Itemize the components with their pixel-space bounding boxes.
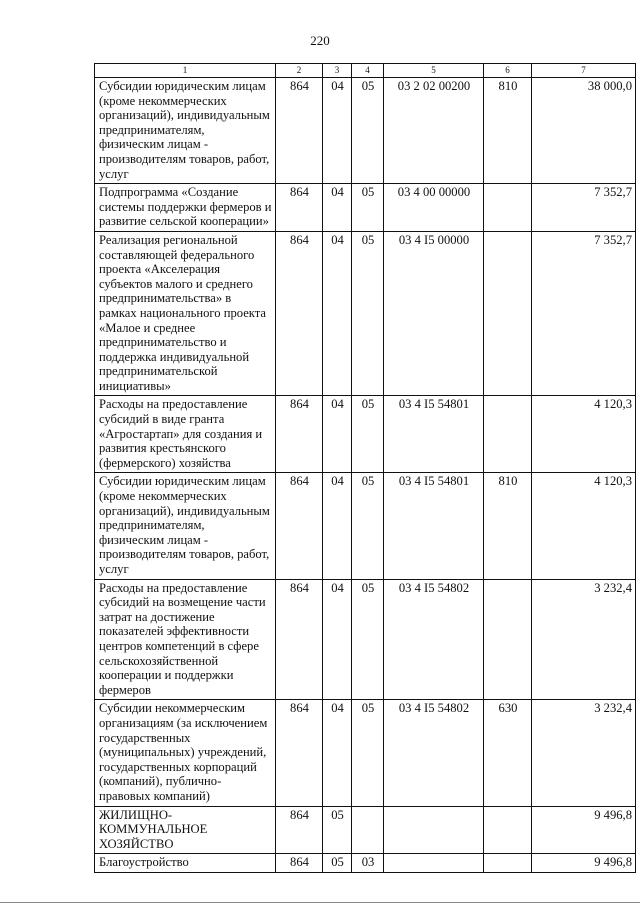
cell-target-article — [384, 854, 484, 873]
table-row — [95, 700, 636, 806]
cell-subsection: 03 — [352, 854, 384, 873]
cell-subsection: 05 — [352, 184, 384, 232]
cell-expense-type — [484, 396, 532, 473]
column-header: 7 — [532, 64, 636, 78]
row-name: Реализация региональной составляющей федерального проекта «Акселерация субъектов малого и среднего предпринимательства» в рамках национального проекта «Малое и среднее предпринимательство и поддержка индивидуальной предпринимательской инициативы» — [95, 231, 276, 396]
cell-department: 864 — [276, 700, 323, 806]
cell-target-article: 03 4 I5 00000 — [384, 231, 484, 396]
cell-expense-type — [484, 579, 532, 700]
cell-subsection: 05 — [352, 579, 384, 700]
cell-section: 05 — [323, 854, 352, 873]
budget-table — [94, 63, 636, 873]
cell-amount: 7 352,7 — [532, 231, 636, 396]
cell-target-article: 03 4 I5 54802 — [384, 579, 484, 700]
cell-amount: 3 232,4 — [532, 700, 636, 806]
cell-subsection: 05 — [352, 231, 384, 396]
row-name: Подпрограмма «Создание системы поддержки фермеров и развитие сельской кооперации» — [95, 184, 276, 232]
row-name: Субсидии юридическим лицам (кроме некоммерческих организаций), индивидуальным предпринимателям, физическим лицам - производителям товаров, работ, услуг — [95, 473, 276, 579]
cell-expense-type — [484, 184, 532, 232]
column-header: 5 — [384, 64, 484, 78]
column-header: 6 — [484, 64, 532, 78]
cell-section: 04 — [323, 396, 352, 473]
cell-department: 864 — [276, 184, 323, 232]
table-row — [95, 184, 636, 232]
page-number: 220 — [310, 33, 330, 48]
cell-target-article: 03 4 I5 54802 — [384, 700, 484, 806]
cell-target-article: 03 2 02 00200 — [384, 78, 484, 184]
cell-amount: 4 120,3 — [532, 473, 636, 579]
cell-department: 864 — [276, 231, 323, 396]
table-row — [95, 396, 636, 473]
cell-amount: 9 496,8 — [532, 854, 636, 873]
cell-subsection: 05 — [352, 473, 384, 579]
cell-section: 04 — [323, 579, 352, 700]
cell-department: 864 — [276, 396, 323, 473]
cell-target-article: 03 4 00 00000 — [384, 184, 484, 232]
table-row — [95, 78, 636, 184]
row-name: ЖИЛИЩНО-КОММУНАЛЬНОЕ ХОЗЯЙСТВО — [95, 806, 276, 854]
column-header: 3 — [323, 64, 352, 78]
cell-expense-type: 810 — [484, 78, 532, 184]
cell-target-article: 03 4 I5 54801 — [384, 473, 484, 579]
cell-department: 864 — [276, 78, 323, 184]
cell-amount: 4 120,3 — [532, 396, 636, 473]
cell-section: 04 — [323, 184, 352, 232]
cell-expense-type — [484, 806, 532, 854]
column-header: 2 — [276, 64, 323, 78]
row-name: Благоустройство — [95, 854, 276, 873]
cell-target-article: 03 4 I5 54801 — [384, 396, 484, 473]
cell-subsection — [352, 806, 384, 854]
cell-department: 864 — [276, 579, 323, 700]
cell-department: 864 — [276, 473, 323, 579]
cell-expense-type — [484, 854, 532, 873]
cell-section: 04 — [323, 231, 352, 396]
column-header: 4 — [352, 64, 384, 78]
cell-subsection: 05 — [352, 78, 384, 184]
row-name: Субсидии юридическим лицам (кроме некоммерческих организаций), индивидуальным предпринимателям, физическим лицам - производителям товаров, работ, услуг — [95, 78, 276, 184]
cell-section: 04 — [323, 473, 352, 579]
cell-amount: 3 232,4 — [532, 579, 636, 700]
cell-amount: 7 352,7 — [532, 184, 636, 232]
table-row — [95, 231, 636, 396]
cell-expense-type: 630 — [484, 700, 532, 806]
scan-bottom-edge — [0, 902, 640, 903]
table-row — [95, 473, 636, 579]
cell-amount: 9 496,8 — [532, 806, 636, 854]
cell-subsection: 05 — [352, 700, 384, 806]
cell-section: 04 — [323, 78, 352, 184]
cell-section: 05 — [323, 806, 352, 854]
cell-expense-type: 810 — [484, 473, 532, 579]
cell-section: 04 — [323, 700, 352, 806]
table-row — [95, 579, 636, 700]
table-header-row — [95, 64, 636, 78]
column-header: 1 — [95, 64, 276, 78]
table-row — [95, 854, 636, 873]
cell-subsection: 05 — [352, 396, 384, 473]
cell-amount: 38 000,0 — [532, 78, 636, 184]
cell-department: 864 — [276, 806, 323, 854]
table-row — [95, 806, 636, 854]
row-name: Расходы на предоставление субсидий в виде гранта «Агростартап» для создания и развития крестьянского (фермерского) хозяйства — [95, 396, 276, 473]
cell-expense-type — [484, 231, 532, 396]
row-name: Расходы на предоставление субсидий на возмещение части затрат на достижение показателей эффективности центров компетенций в сфере сельскохозяйственной кооперации и поддержки фермеров — [95, 579, 276, 700]
cell-target-article — [384, 806, 484, 854]
row-name: Субсидии некоммерческим организациям (за исключением государственных (муниципальных) учреждений, государственных корпораций (компаний), публично-правовых компаний) — [95, 700, 276, 806]
cell-department: 864 — [276, 854, 323, 873]
